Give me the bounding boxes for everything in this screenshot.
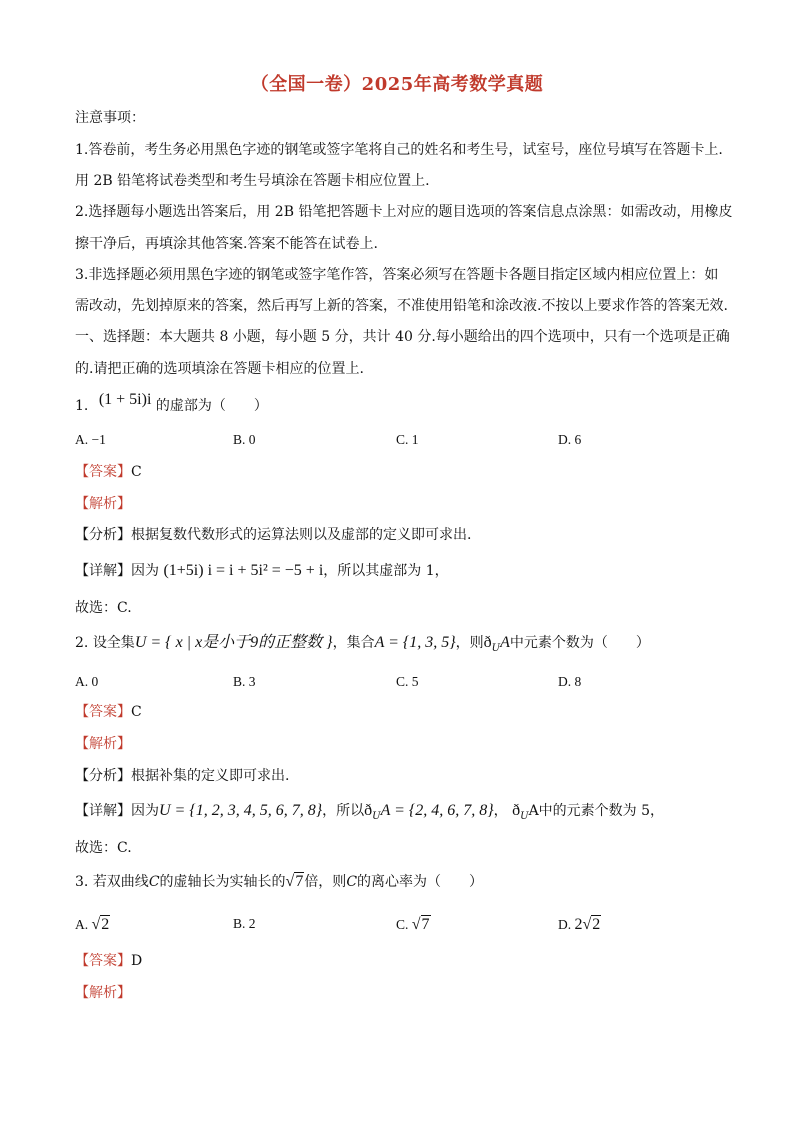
complement-symbol: ð	[364, 802, 373, 819]
q1-option-d: D. 6	[558, 432, 582, 447]
note-1a: 1.答卷前，考生务必用黑色字迹的钢笔或签字笔将自己的姓名和考生号，试室号，座位号填写在答题卡上.	[75, 142, 723, 158]
q2-fenxi	[75, 767, 735, 785]
complement-symbol: ð	[483, 634, 492, 651]
note-1b: 用 2B 铅笔将试卷类型和考生号填涂在答题卡相应位置上.	[75, 173, 430, 189]
q3-mid2: 倍，则	[304, 874, 347, 890]
q2-detail-post: A中的元素个数为 5，	[528, 803, 665, 819]
q1-detail	[75, 562, 735, 580]
q2-number: 2.	[75, 635, 89, 651]
q1-option-c: C. 1	[396, 432, 419, 447]
q3-pre: 若双曲线	[92, 874, 149, 890]
q2-answer	[75, 703, 735, 721]
q3-analysis	[75, 984, 735, 1002]
analysis-tag: 【解析】	[75, 496, 131, 512]
complement-set: A	[500, 634, 510, 651]
q3-mid: 的虚轴长为实轴长的	[159, 874, 286, 890]
q2-detail-pre: 因为	[131, 803, 159, 819]
page-title: （全国一卷）2025年高考数学真题	[250, 74, 544, 95]
complement-symbol: ð	[512, 802, 521, 819]
note-3b: 需改动，先划掉原来的答案，然后再写上新的答案，不准使用铅笔和涂改液.不按以上要求作答的答案无效.	[75, 298, 728, 314]
hyperbola-c: C	[148, 874, 160, 890]
q1-choice-value: C.	[117, 600, 132, 616]
choice-tag: 故选：	[75, 600, 117, 616]
q2-answer-value: C	[131, 704, 142, 720]
q3-option-c: C. √7	[396, 916, 430, 933]
q2-detail-u: U = {1, 2, 3, 4, 5, 6, 7, 8}	[159, 802, 323, 819]
answer-tag: 【答案】	[75, 953, 131, 969]
q2-detail	[75, 802, 735, 826]
analysis-tag: 【解析】	[75, 736, 131, 752]
q1-stem	[75, 391, 735, 415]
q1-fenxi-text: 根据复数代数形式的运算法则以及虚部的定义即可求出.	[131, 527, 472, 543]
q2-fenxi-text: 根据补集的定义即可求出.	[131, 768, 290, 784]
complement-subscript: U	[491, 642, 501, 654]
choice-tag: 故选：	[75, 840, 117, 856]
complement-subscript: U	[520, 810, 529, 822]
sqrt-icon: √7	[411, 916, 430, 933]
section-1a: 一、选择题：本大题共 8 小题，每小题 5 分，共计 40 分.每小题给出的四个选项中，只有一个选项是正确	[75, 329, 730, 345]
detail-tag: 【详解】	[75, 563, 131, 579]
q3-answer-value: D	[131, 953, 143, 969]
note-2a: 2.选择题每小题选出答案后，用 2B 铅笔把答题卡上对应的题目选项的答案信息点涂黑：如需改动，用橡皮	[75, 204, 733, 220]
q1-answer-value: C	[131, 464, 142, 480]
sqrt-icon: √2	[582, 916, 601, 933]
detail-tag: 【详解】	[75, 803, 131, 819]
q1-answer	[75, 463, 735, 481]
complement-subscript: U	[372, 810, 381, 822]
q3-option-a: A. √2	[75, 916, 110, 933]
notes-heading: 注意事项：	[75, 110, 145, 126]
note-3a: 3.非选择题必须用黑色字迹的钢笔或签字笔作答，答案必须写在答题卡各题目指定区域内相应位置上：如	[75, 267, 719, 283]
answer-tag: 【答案】	[75, 464, 131, 480]
q1-fenxi	[75, 526, 735, 544]
sqrt-icon: √2	[91, 916, 110, 933]
fenxi-tag: 【分析】	[75, 527, 131, 543]
q2-mid2: ，则	[455, 635, 484, 651]
q1-detail-pre: 因为	[131, 563, 159, 579]
q2-detail-mid2: ，	[493, 803, 508, 819]
q1-stem-text: 的虚部为（ ）	[155, 398, 268, 414]
q1-detail-expression: (1+5i) i = i + 5i² = −5 + i	[163, 562, 324, 579]
q3-number: 3.	[75, 874, 89, 890]
q3-mid3: 的离心率为（ ）	[357, 874, 484, 890]
q2-set-u: U = { x | x是小于9的正整数 }	[134, 634, 333, 651]
answer-tag: 【答案】	[75, 704, 131, 720]
q2-option-b: B. 3	[233, 674, 256, 689]
q2-choice-value: C.	[117, 840, 132, 856]
q3-option-b: B. 2	[233, 916, 256, 931]
q2-post: 中元素个数为（ ）	[509, 635, 650, 651]
sqrt-seven: √7	[285, 873, 304, 890]
q2-detail-complement: A = {2, 4, 6, 7, 8}	[380, 802, 494, 819]
q1-option-a: A. −1	[75, 432, 106, 447]
q2-mid: ，集合	[332, 635, 375, 651]
q1-choice	[75, 599, 735, 617]
q2-set-a: A = {1, 3, 5}	[374, 634, 456, 651]
q1-number: 1.	[75, 398, 89, 414]
q3-option-d: D. 2√2	[558, 916, 601, 933]
q2-option-a: A. 0	[75, 674, 99, 689]
q1-detail-post: ，所以其虚部为 1，	[323, 563, 449, 579]
q2-pre: 设全集	[92, 635, 135, 651]
q2-choice	[75, 839, 735, 857]
q1-analysis	[75, 495, 735, 513]
fenxi-tag: 【分析】	[75, 768, 131, 784]
q2-analysis	[75, 735, 735, 753]
q3-stem	[75, 873, 735, 891]
q1-option-b: B. 0	[233, 432, 256, 447]
q3-answer	[75, 952, 735, 970]
q1-expression: (1 + 5i)i	[98, 391, 152, 408]
q2-option-d: D. 8	[558, 674, 582, 689]
q2-stem	[75, 634, 735, 658]
q2-detail-mid: ，所以	[322, 803, 365, 819]
analysis-tag: 【解析】	[75, 985, 131, 1001]
section-1b: 的.请把正确的选项填涂在答题卡相应的位置上.	[75, 361, 364, 377]
note-2b: 擦干净后，再填涂其他答案.答案不能答在试卷上.	[75, 236, 378, 252]
hyperbola-c: C	[346, 874, 358, 890]
q2-option-c: C. 5	[396, 674, 419, 689]
